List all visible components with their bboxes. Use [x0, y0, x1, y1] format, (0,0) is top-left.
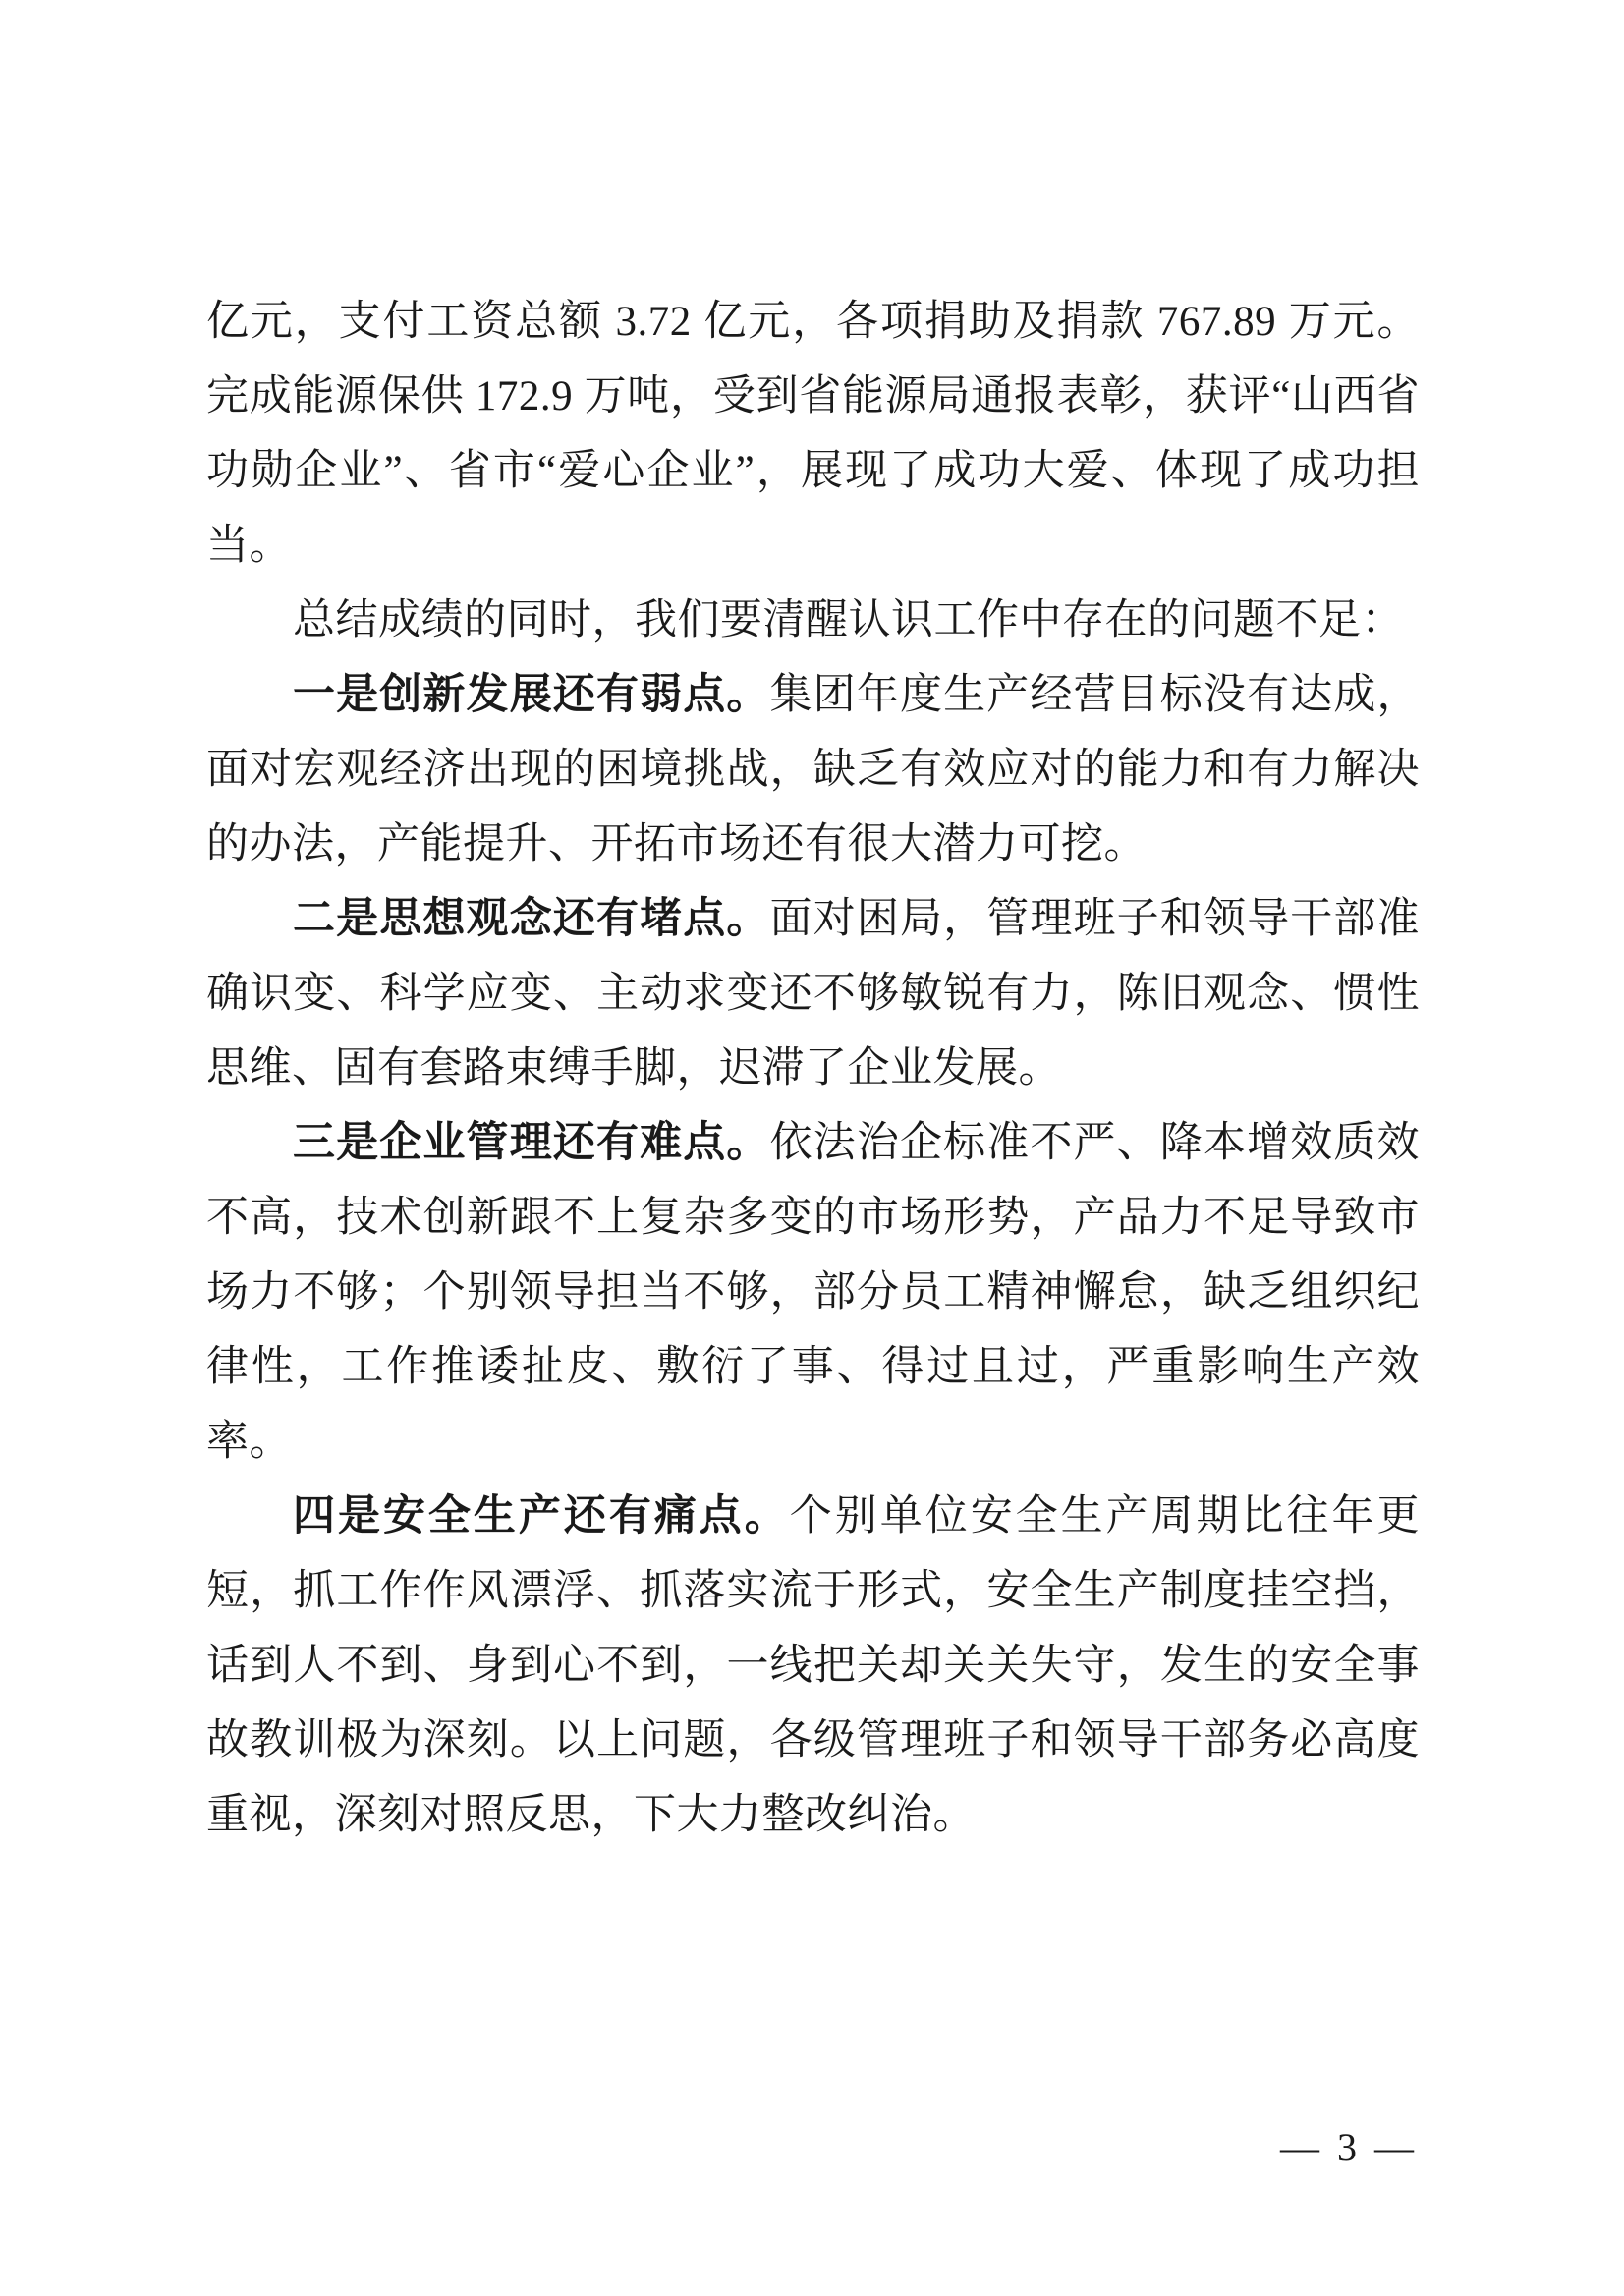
paragraph-text: 依法治企标准不严、降本增效质效不高，技术创新跟不上复杂多变的市场形势，产品力不足导致市场力不够；个别领导担当不够，部分员工精神懈怠，缺乏组织纪律性，工作推诿扯皮、敷衍了事、得过且过，严重影响生产效率。: [206, 1120, 1421, 1465]
document-body: [206, 285, 1420, 1853]
paragraph-lead: 四是安全生产还有痛点。: [293, 1493, 790, 1540]
paragraph-summary: [206, 584, 1420, 658]
paragraph-point-two: [206, 882, 1420, 1106]
paragraph-lead: 一是创新发展还有弱点。: [293, 672, 770, 718]
paragraph-lead: 二是思想观念还有堵点。: [293, 896, 770, 942]
page-number: — 3 —: [1280, 2125, 1418, 2169]
paragraph-text: 亿元，支付工资总额 3.72 亿元，各项捐助及捐款 767.89 万元。完成能源保供 172.9 万吨，受到省能源局通报表彰，获评“山西省功勋企业”、省市“爱心企业”，展现了成功大爱、体现了成功担当。: [206, 299, 1420, 569]
paragraph-point-four: [206, 1480, 1420, 1853]
paragraph-point-one: [206, 658, 1420, 882]
paragraph-text: 面对困局，管理班子和领导干部准确识变、科学应变、主动求变还不够敏锐有力，陈旧观念、惯性思维、固有套路束缚手脚，迟滞了企业发展。: [206, 896, 1421, 1092]
paragraph-text: 总结成绩的同时，我们要清醒认识工作中存在的问题不足：: [293, 597, 1404, 644]
paragraph-text: 集团年度生产经营目标没有达成，面对宏观经济出现的困境挑战，缺乏有效应对的能力和有力解决的办法，产能提升、开拓市场还有很大潜力可挖。: [206, 672, 1421, 868]
paragraph-lead: 三是企业管理还有难点。: [293, 1120, 770, 1166]
paragraph-point-three: [206, 1106, 1420, 1480]
paragraph-text: 个别单位安全生产周期比往年更短，抓工作作风漂浮、抓落实流于形式，安全生产制度挂空挡，话到人不到、身到心不到，一线把关却关关失守，发生的安全事故教训极为深刻。以上问题，各级管理班子和领导干部务必高度重视，深刻对照反思，下大力整改纠治。: [206, 1493, 1421, 1838]
paragraph-continued: [206, 285, 1420, 584]
